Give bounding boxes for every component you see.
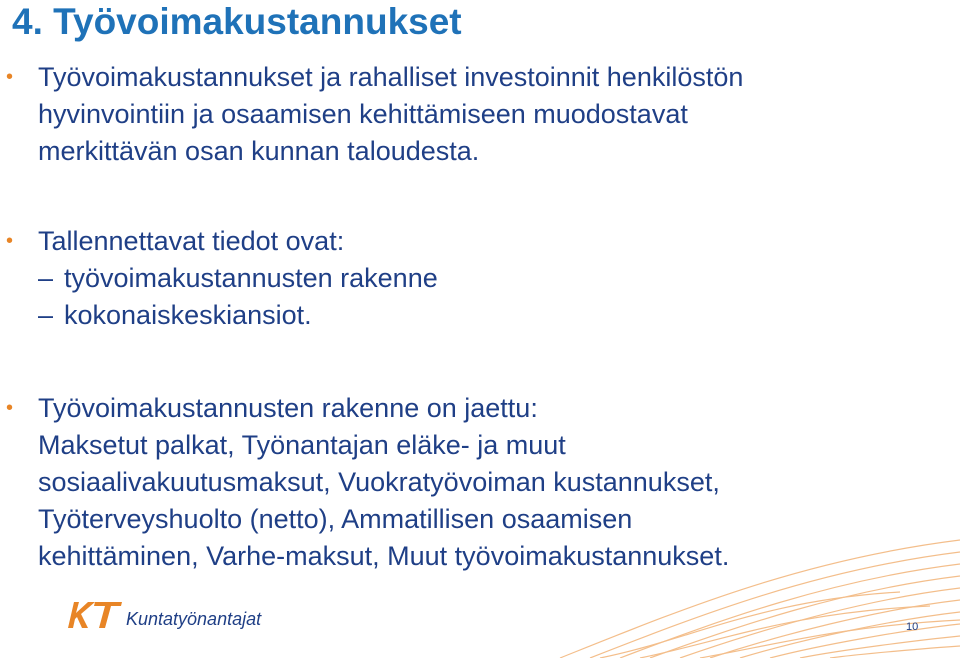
sub-item-text: kokonaiskeskiansiot. [64,300,312,330]
bullet-text-line: Maksetut palkat, Työnantajan eläke- ja muut [38,430,566,460]
dash-icon: – [38,300,54,330]
orange-bullet-icon: • [6,66,14,88]
kt-logo-icon [64,596,124,632]
slide-title: 4. Työvoimakustannukset [12,1,462,42]
sub-item [38,297,438,334]
orange-bullet-icon: • [6,230,14,252]
bullet-item [6,59,744,170]
page-number: 10 [906,621,919,633]
bullet-text-line: Työvoimakustannukset ja rahalliset investoinnit henkilöstön [38,62,744,92]
dash-icon: – [38,263,54,293]
sub-item-text: työvoimakustannusten rakenne [64,263,438,293]
bullet-item [6,223,438,334]
kuntatyonantajat-logo [64,596,264,636]
bullet-text-line: sosiaalivakuutusmaksut, Vuokratyövoiman kustannukset, [38,467,720,497]
bullet-text-line: Työterveyshuolto (netto), Ammatillisen osaamisen [38,504,633,534]
bullet-text-line: merkittävän osan kunnan taloudesta. [38,136,480,166]
sub-item [38,260,438,297]
orange-bullet-icon: • [6,397,14,419]
bullet-text-line: Tallennettavat tiedot ovat: [38,226,345,256]
bullet-item [6,390,730,575]
bullet-text-line: Työvoimakustannusten rakenne on jaettu: [38,393,538,423]
bullet-text-line: hyvinvointiin ja osaamisen kehittämiseen muodostavat [38,99,688,129]
logo-name: Kuntatyönantajat [126,609,262,629]
bullet-text-line: kehittäminen, Varhe-maksut, Muut työvoimakustannukset. [38,541,730,571]
